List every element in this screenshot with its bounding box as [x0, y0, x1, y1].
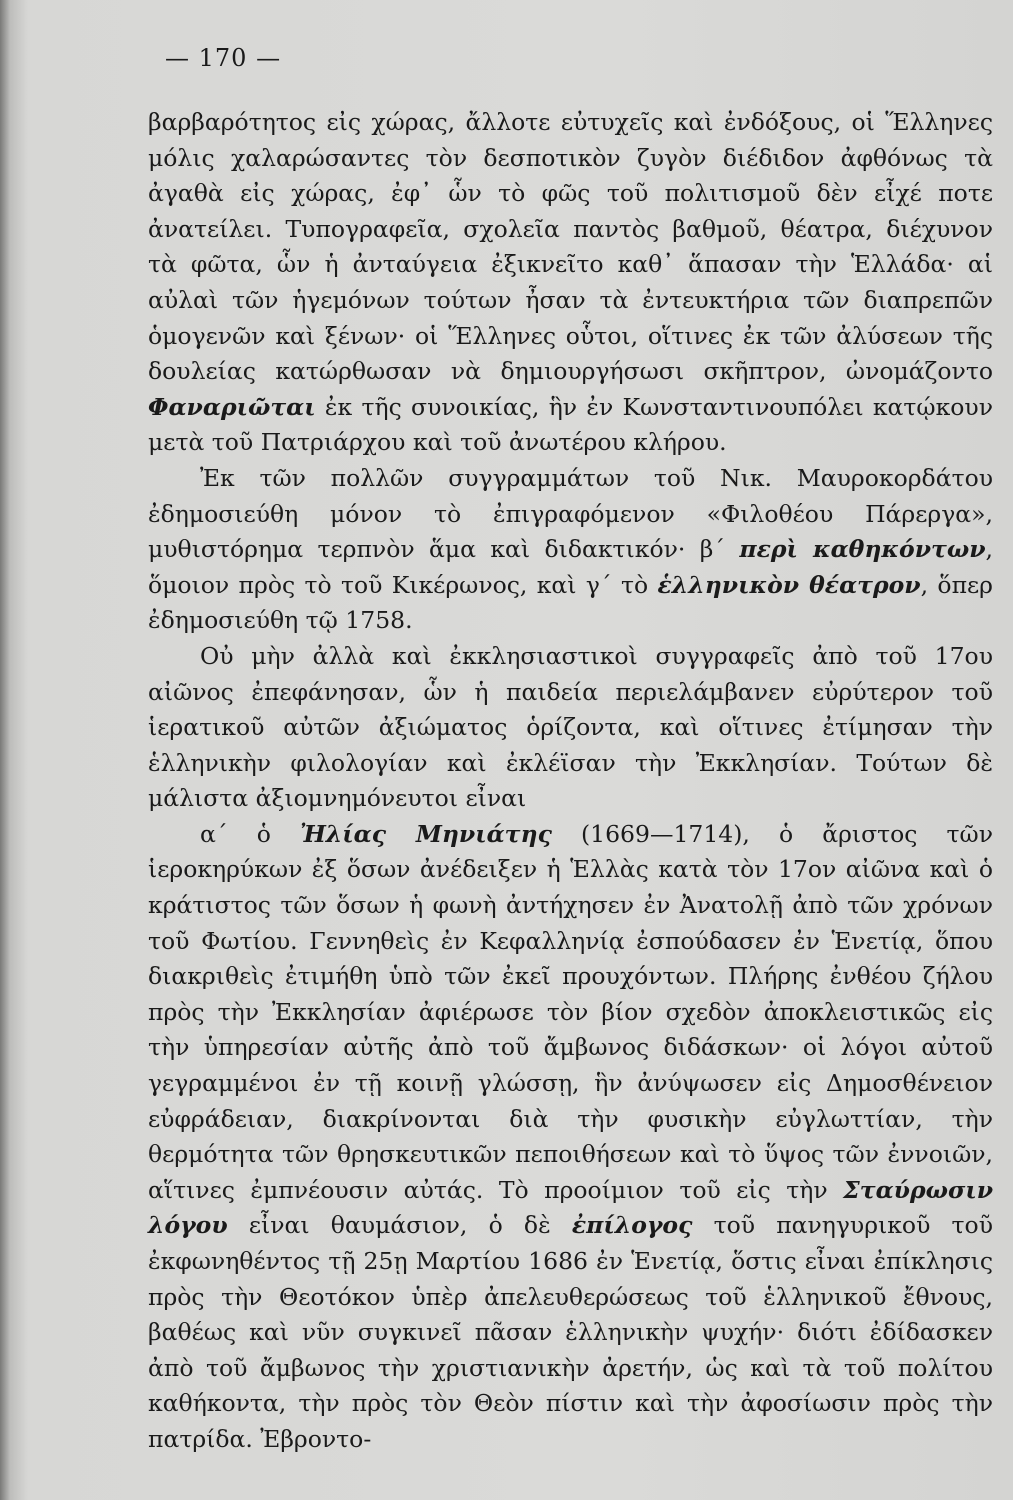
page-number: — 170 — [165, 44, 282, 72]
text-run: ἐκ τῆς συνοικίας, ἣν ἐν Κωνσταντινουπόλει κατῴκουν μετὰ τοῦ Πατριάρχου καὶ τοῦ ἀνωτέρου κλήρου. [148, 392, 993, 457]
text-run: Ἐκ τῶν πολλῶν συγγραμμάτων τοῦ Νικ. Μαυροκορδάτου ἐδημοσιεύθη μόνον τὸ ἐπιγραφόμενον «Φιλοθέου Πάρεργα», μυθιστόρημα τερπνὸν ἅμα καὶ διδακτικόν· β´ [148, 463, 993, 564]
emphasized-term: Ἠλίας Μηνιάτης [299, 819, 552, 848]
text-run: Οὐ μὴν ἀλλὰ καὶ ἐκκλησιαστικοὶ συγγραφεῖς ἀπὸ τοῦ 17ου αἰῶνος ἐπεφάνησαν, ὧν ἡ παιδεία περιελάμβανεν εὐρύτερον τοῦ ἱερατικοῦ αὐτῶν ἀξιώματος ὁρίζοντα, καὶ οἵτινες ἐτίμησαν τὴν ἑλληνικὴν φιλολογίαν καὶ ἐκλέϊσαν τὴν Ἐκκλησίαν. Τούτων δὲ μάλιστα ἀξιομνημόνευτοι εἶναι [148, 641, 993, 813]
text-run: εἶναι θαυμάσιον, ὁ δὲ [227, 1211, 572, 1240]
text-run: , ὅμοιον πρὸς τὸ τοῦ Κικέρωνος, καὶ γ´ τὸ [148, 535, 993, 599]
emphasized-term: Σταύρωσιν λόγου [148, 1175, 993, 1240]
paragraph [148, 461, 993, 639]
emphasized-term: περὶ καθηκόντων [739, 535, 986, 564]
text-run: βαρβαρότητος εἰς χώρας, ἄλλοτε εὐτυχεῖς καὶ ἐνδόξους, οἱ Ἕλληνες μόλις χαλαρώσαντες τὸν δεσποτικὸν ζυγὸν διέδιδον ἀφθόνως τὰ ἀγαθὰ εἰς χώρας, ἐφ᾽ ὧν τὸ φῶς τοῦ πολιτισμοῦ δὲν εἶχέ ποτε ἀνατείλει. Τυπογραφεῖα, σχολεῖα παντὸς βαθμοῦ, θέατρα, διέχυνον τὰ φῶτα, ὧν ἡ ἀνταύγεια ἐξικνεῖτο καθ᾽ ἅπασαν τὴν Ἑλλάδα· αἱ αὐλαὶ τῶν ἡγεμόνων τούτων ἦσαν τὰ ἐντευκτήρια τῶν διαπρεπῶν ὁμογενῶν καὶ ξένων· οἱ Ἕλληνες οὗτοι, οἵτινες ἐκ τῶν ἀλύσεων τῆς δουλείας κατώρθωσαν νὰ δημιουργήσωσι σκῆπτρον, ὠνομάζοντο [148, 108, 993, 386]
text-run: τοῦ πανηγυρικοῦ τοῦ ἐκφωνηθέντος τῇ 25ῃ Μαρτίου 1686 ἐν Ἑνετίᾳ, ὅστις εἶναι ἐπίκλησις πρὸς τὴν Θεοτόκον ὑπὲρ ἀπελευθερώσεως τοῦ ἑλληνικοῦ ἔθνους, βαθέως καὶ νῦν συγκινεῖ πᾶσαν ἑλληνικὴν ψυχήν· διότι ἐδίδασκεν ἀπὸ τοῦ ἄμβωνος τὴν χριστιανικὴν ἀρετήν, ὡς καὶ τὰ τοῦ πολίτου καθήκοντα, τὴν πρὸς τὸν Θεὸν πίστιν καὶ τὴν ἀφοσίωσιν πρὸς τὴν πατρίδα. Ἐβροντο- [148, 1211, 993, 1453]
emphasized-term: Φαναριῶται [148, 392, 316, 421]
body-text [148, 105, 993, 1458]
text-run: α´ ὁ [200, 819, 300, 848]
paragraph [148, 639, 993, 817]
text-run: (1669—1714), ὁ ἄριστος τῶν ἱεροκηρύκων ἐξ ὅσων ἀνέδειξεν ἡ Ἑλλὰς κατὰ τὸν 17ον αἰῶνα καὶ ὁ κράτιστος τῶν ὅσων ἡ φωνὴ ἀντήχησεν ἐν Ἀνατολῇ ἀπὸ τῶν χρόνων τοῦ Φωτίου. Γεννηθεὶς ἐν Κεφαλληνίᾳ ἐσπούδασεν ἐν Ἑνετίᾳ, ὅπου διακριθεὶς ἐτιμήθη ὑπὸ τῶν ἐκεῖ προυχόντων. Πλήρης ἐνθέου ζήλου πρὸς τὴν Ἐκκλησίαν ἀφιέρωσε τὸν βίον σχεδὸν ἀποκλειστικῶς εἰς τὴν ὑπηρεσίαν αὐτῆς ἀπὸ τοῦ ἄμβωνος διδάσκων· οἱ λόγοι αὐτοῦ γεγραμμένοι ἐν τῇ κοινῇ γλώσσῃ, ἣν ἀνύψωσεν εἰς Δημοσθένειον εὐφράδειαν, διακρίνονται διὰ τὴν φυσικὴν εὐγλωττίαν, τὴν θερμότητα τῶν θρησκευτικῶν πεποιθήσεων καὶ τὸ ὕψος τῶν ἐννοιῶν, αἵτινες ἐμπνέουσιν αὐτάς. Τὸ προοίμιον τοῦ εἰς τὴν [148, 819, 993, 1204]
emphasized-term: ἑλληνικὸν θέατρον [657, 570, 921, 599]
emphasized-term: ἐπίλογος [571, 1211, 693, 1240]
paragraph [148, 105, 993, 461]
text-run: , ὅπερ ἐδημοσιεύθη τῷ 1758. [148, 570, 994, 635]
paragraph [148, 817, 993, 1458]
